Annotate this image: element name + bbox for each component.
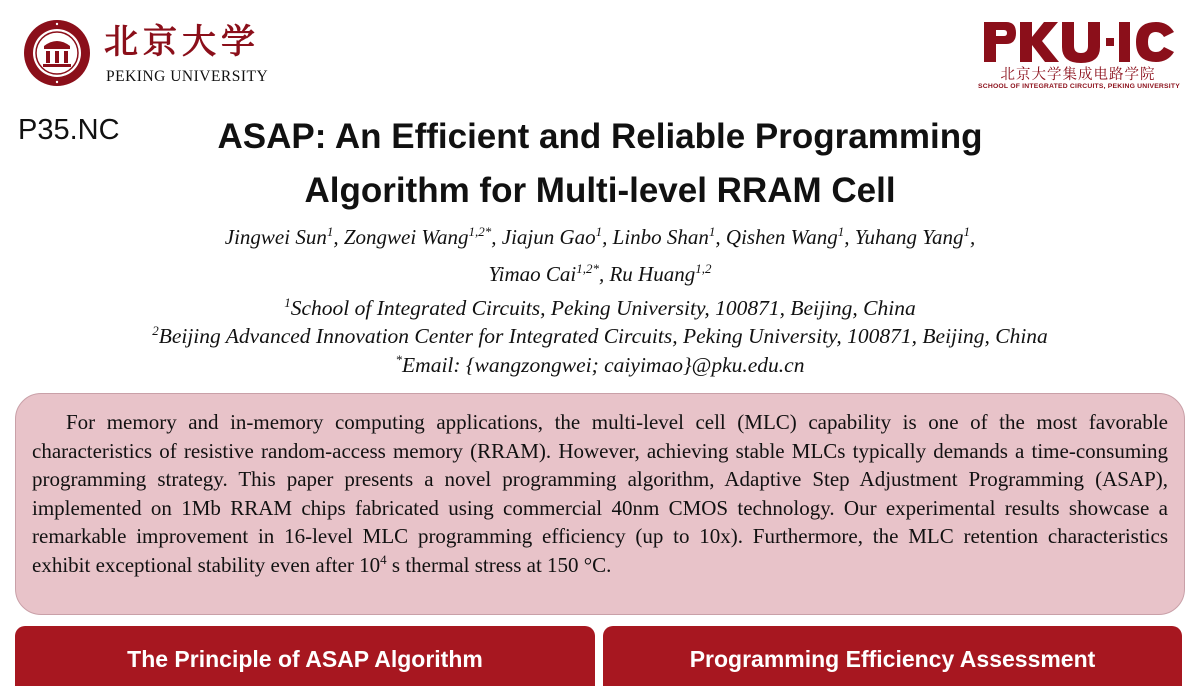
pku-ic-wordmark-icon: [982, 18, 1176, 66]
author-affil-mark: 1: [595, 224, 603, 239]
author-affil-mark: 1: [837, 224, 845, 239]
affiliation-1: $^1$School of Integrated Circuits, Peking University, 100871, Beijing, China: [284, 294, 916, 320]
poster-id: P35.NC: [18, 114, 120, 146]
affiliation-2: $^2$Beijing Advanced Innovation Center for Integrated Circuits, Peking University, 100871, Beijing, China: [152, 322, 1048, 348]
title-line-2: Algorithm for Multi-level RRAM Cell: [304, 171, 896, 210]
author-name: Jiajun Gao: [501, 225, 596, 249]
author-name: Linbo Shan: [612, 225, 709, 249]
pku-seal-icon: [22, 18, 92, 88]
peking-university-logo: [22, 18, 272, 90]
author-affil-mark: 1: [326, 224, 334, 239]
author-name: Ru Huang: [609, 262, 696, 286]
author-name: Qishen Wang: [725, 225, 838, 249]
author-affil-mark: 1,2*: [468, 224, 492, 239]
author-line-1: Jingwei Sun$^1$, Zongwei Wang$^{1,2*}$, Jiajun Gao$^1$, Linbo Shan$^1$, Qishen Wang$^1$, Yuhang Yang$^1$,: [224, 224, 976, 249]
author-affil-mark: 1: [963, 224, 970, 239]
contact-email: *Email: {wangzongwei; caiyimao}@pku.edu.cn: [395, 351, 805, 377]
abstract-box: [15, 393, 1185, 615]
author-name: Yimao Cai: [488, 262, 577, 286]
author-affil-mark: 1: [708, 224, 716, 239]
author-name: Jingwei Sun: [224, 225, 327, 249]
author-affil-mark: 1,2: [695, 261, 712, 276]
pku-chinese-name: 北京大学: [104, 22, 260, 62]
title-line-1: ASAP: An Efficient and Reliable Programming: [217, 117, 983, 156]
pku-ic-logo: [978, 18, 1178, 94]
pku-ic-english-name: SCHOOL OF INTEGRATED CIRCUITS, PEKING UNIVERSITY: [978, 83, 1180, 90]
author-name: Yuhang Yang: [854, 225, 964, 249]
author-name: Zongwei Wang: [343, 225, 469, 249]
section-header-efficiency: Programming Efficiency Assessment: [603, 626, 1182, 686]
pku-english-name: PEKING UNIVERSITY: [106, 68, 269, 85]
poster-title: [160, 110, 1040, 218]
abstract-exponent: 4: [380, 551, 387, 567]
abstract-text: For memory and in-memory computing applications, the multi-level cell (MLC) capability is one of the most favorable characteristics of resistive random-access memory (RRAM). However, achieving stable MLCs typically demands a time-consuming programming strategy. This paper presents a novel programming algorithm, Adaptive Step Adjustment Programming (ASAP), implemented on 1Mb RRAM chips fabricated using commercial 40nm CMOS technology. Our experimental results showcase a remarkable improvement in 16-level MLC programming efficiency (up to 10x). Furthermore, the MLC retention characteristics exhibit exceptional stability even after $10^4$ s thermal stress at 150 °C.: [32, 410, 1168, 577]
section-header-principle: The Principle of ASAP Algorithm: [15, 626, 595, 686]
author-affil-mark: 1,2*: [576, 261, 599, 276]
author-line-2: Yimao Cai$^{1,2*}$, Ru Huang$^{1,2}$: [488, 261, 712, 286]
pku-ic-chinese-name: 北京大学集成电路学院: [1000, 67, 1156, 83]
